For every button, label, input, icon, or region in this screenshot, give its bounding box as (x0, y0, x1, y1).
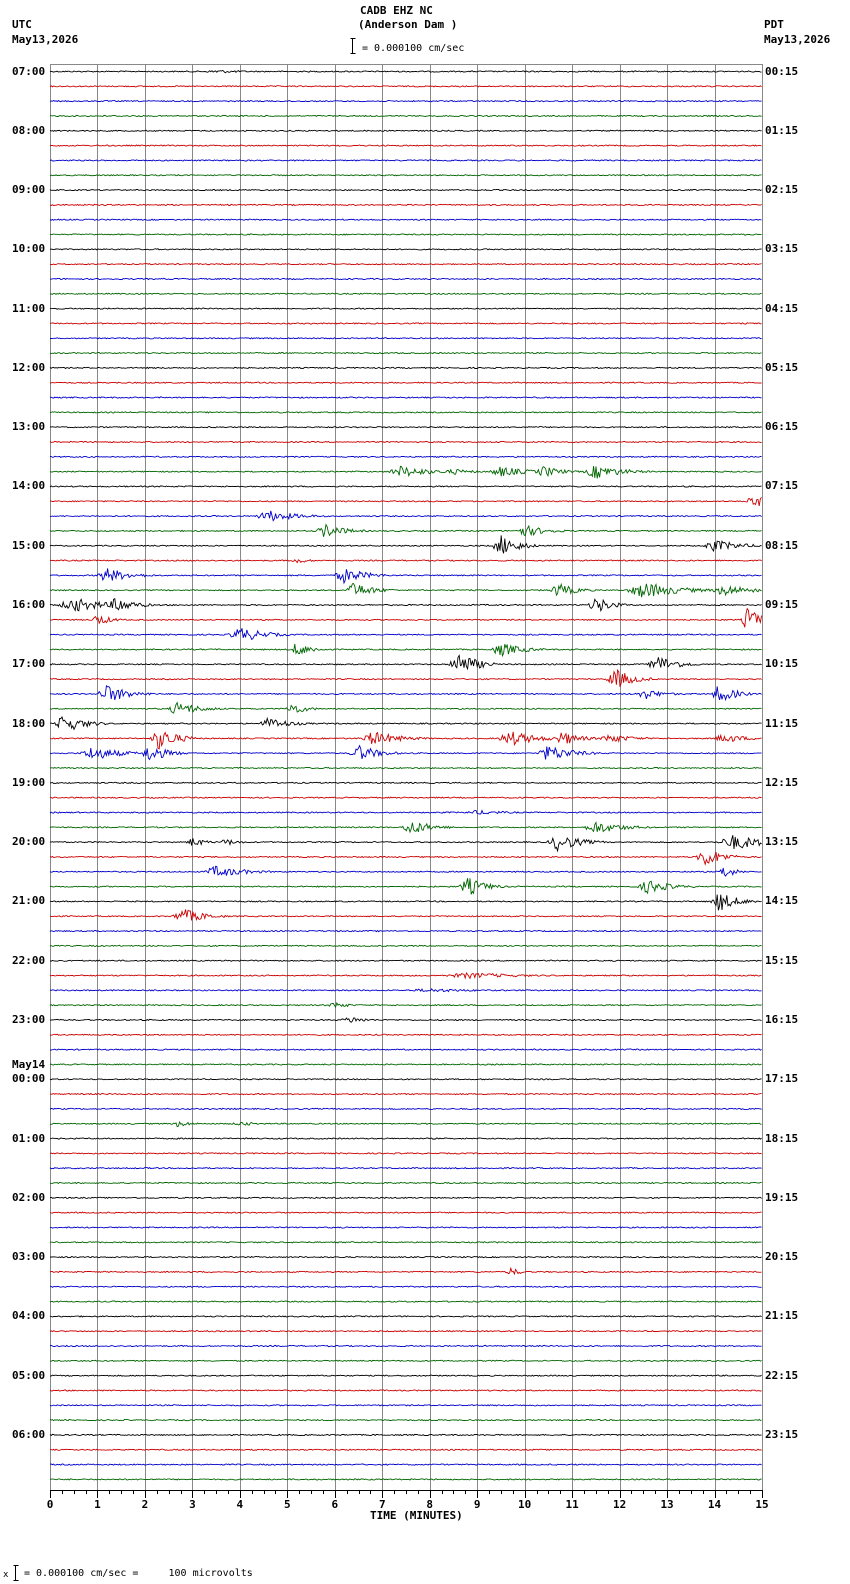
pdt-hour-label: 00:15 (765, 64, 799, 78)
trace-79 (50, 1242, 762, 1243)
trace-77 (50, 1212, 762, 1213)
trace-44 (50, 717, 762, 729)
trace-94 (50, 1464, 762, 1465)
trace-83 (50, 1301, 762, 1302)
trace-81 (50, 1268, 762, 1274)
pdt-hour-label: 12:15 (765, 775, 799, 789)
pdt-hour-label: 21:15 (765, 1309, 799, 1323)
trace-4 (50, 130, 762, 131)
trace-85 (50, 1331, 762, 1332)
trace-6 (50, 160, 762, 161)
trace-53 (50, 852, 762, 864)
trace-25 (50, 441, 762, 442)
x-tick-label-6: 6 (331, 1498, 339, 1511)
trace-23 (50, 412, 762, 413)
footer-calibration: = 0.000100 cm/sec = 100 microvolts (24, 1568, 253, 1579)
trace-11 (50, 234, 762, 235)
x-tick-label-1: 1 (94, 1498, 101, 1511)
trace-26 (50, 456, 762, 457)
trace-93 (50, 1449, 762, 1450)
trace-41 (50, 670, 762, 687)
trace-51 (50, 823, 762, 833)
trace-2 (50, 101, 762, 102)
trace-62 (50, 989, 762, 992)
trace-58 (50, 931, 762, 932)
trace-12 (50, 249, 762, 250)
trace-82 (50, 1286, 762, 1287)
trace-49 (50, 797, 762, 798)
trace-75 (50, 1182, 762, 1183)
trace-13 (50, 264, 762, 265)
pdt-zone-label: PDT (764, 18, 784, 31)
trace-36 (50, 599, 762, 611)
trace-55 (50, 878, 762, 894)
trace-78 (50, 1227, 762, 1228)
x-tick-label-9: 9 (473, 1498, 481, 1511)
trace-71 (50, 1122, 762, 1127)
trace-5 (50, 145, 762, 146)
trace-43 (50, 703, 762, 713)
pdt-hour-label: 13:15 (765, 835, 799, 849)
utc-hour-label: 15:00 (12, 538, 46, 552)
utc-hour-label: 00:00 (12, 1072, 46, 1086)
utc-hour-label: 11:00 (12, 301, 46, 315)
trace-74 (50, 1168, 762, 1169)
pdt-hour-label: 03:15 (765, 242, 799, 256)
x-tick-label-10: 10 (518, 1498, 532, 1511)
x-tick-label-15: 15 (755, 1498, 769, 1511)
trace-45 (50, 732, 762, 749)
utc-hour-label: 08:00 (12, 123, 46, 137)
trace-60 (50, 960, 762, 961)
trace-40 (50, 656, 762, 669)
pdt-hour-label: 01:15 (765, 123, 799, 137)
trace-39 (50, 644, 762, 656)
trace-72 (50, 1138, 762, 1139)
utc-hour-label: 20:00 (12, 835, 46, 849)
x-tick-label-11: 11 (565, 1498, 579, 1511)
trace-88 (50, 1375, 762, 1376)
trace-84 (50, 1316, 762, 1317)
pdt-hour-label: 10:15 (765, 657, 799, 671)
pdt-hour-label: 22:15 (765, 1368, 799, 1382)
trace-35 (50, 584, 762, 598)
trace-59 (50, 945, 762, 946)
trace-95 (50, 1479, 762, 1480)
station-location: (Anderson Dam ) (358, 18, 458, 31)
utc-hour-label: 07:00 (12, 64, 46, 78)
trace-8 (50, 190, 762, 191)
utc-date-change-label: May14 (12, 1058, 46, 1072)
trace-42 (50, 686, 762, 700)
trace-91 (50, 1420, 762, 1421)
trace-30 (50, 511, 762, 521)
pdt-hour-label: 08:15 (765, 538, 799, 552)
x-tick-label-3: 3 (189, 1498, 196, 1511)
trace-48 (50, 782, 762, 783)
x-tick-label-0: 0 (46, 1498, 54, 1511)
trace-22 (50, 397, 762, 398)
x-axis-title: TIME (MINUTES) (370, 1509, 463, 1522)
trace-64 (50, 1018, 762, 1022)
trace-32 (50, 535, 762, 553)
pdt-hour-label: 16:15 (765, 1012, 799, 1026)
utc-hour-label: 17:00 (12, 657, 46, 671)
trace-47 (50, 767, 762, 768)
x-tick-label-4: 4 (236, 1498, 244, 1511)
trace-33 (50, 560, 762, 563)
trace-66 (50, 1049, 762, 1050)
trace-57 (50, 910, 762, 921)
pdt-hour-label: 23:15 (765, 1427, 799, 1441)
trace-28 (50, 486, 762, 487)
trace-80 (50, 1257, 762, 1258)
pdt-hour-label: 19:15 (765, 1190, 799, 1204)
trace-37 (50, 609, 762, 628)
utc-hour-label: 14:00 (12, 479, 46, 493)
trace-lines (50, 70, 762, 1480)
pdt-hour-label: 04:15 (765, 301, 799, 315)
x-tick-label-5: 5 (284, 1498, 291, 1511)
pdt-hour-label: 20:15 (765, 1250, 799, 1264)
utc-hour-label: 01:00 (12, 1131, 46, 1145)
trace-16 (50, 308, 762, 309)
trace-27 (50, 466, 762, 478)
trace-61 (50, 973, 762, 978)
trace-34 (50, 568, 762, 583)
utc-hour-label: 13:00 (12, 420, 46, 434)
trace-15 (50, 293, 762, 294)
pdt-hour-label: 15:15 (765, 953, 799, 967)
utc-hour-label: 19:00 (12, 775, 46, 789)
trace-0 (50, 70, 762, 72)
trace-76 (50, 1197, 762, 1198)
trace-21 (50, 382, 762, 383)
x-tick-label-8: 8 (426, 1498, 434, 1511)
utc-hour-label: 09:00 (12, 183, 46, 197)
utc-hour-label: 10:00 (12, 242, 46, 256)
trace-9 (50, 204, 762, 205)
pdt-hour-label: 17:15 (765, 1072, 799, 1086)
footer-scale-bar-icon (14, 1566, 19, 1581)
pdt-date-label: May13,2026 (764, 33, 831, 46)
trace-38 (50, 628, 762, 639)
x-tick-label-12: 12 (612, 1498, 627, 1511)
utc-hour-label: 03:00 (12, 1250, 46, 1264)
utc-date-label: May13,2026 (12, 33, 79, 46)
pdt-hour-label: 07:15 (765, 479, 799, 493)
time-grid (51, 64, 763, 1491)
trace-87 (50, 1360, 762, 1361)
trace-10 (50, 219, 762, 220)
pdt-hour-label: 02:15 (765, 183, 799, 197)
x-tick-label-2: 2 (141, 1498, 149, 1511)
trace-73 (50, 1153, 762, 1154)
trace-29 (50, 497, 762, 506)
utc-hour-label: 02:00 (12, 1190, 46, 1204)
trace-24 (50, 427, 762, 428)
trace-70 (50, 1108, 762, 1109)
utc-hour-label: 23:00 (12, 1012, 46, 1026)
trace-65 (50, 1034, 762, 1035)
utc-hour-label: 06:00 (12, 1427, 46, 1441)
utc-hour-label: 21:00 (12, 894, 46, 908)
trace-7 (50, 175, 762, 176)
trace-3 (50, 115, 762, 116)
trace-90 (50, 1405, 762, 1406)
pdt-hour-label: 06:15 (765, 420, 799, 434)
trace-67 (50, 1064, 762, 1065)
trace-89 (50, 1390, 762, 1391)
trace-18 (50, 338, 762, 339)
x-tick-label-7: 7 (378, 1498, 386, 1511)
trace-56 (50, 895, 762, 911)
utc-hour-label: 22:00 (12, 953, 46, 967)
pdt-hour-label: 05:15 (765, 360, 799, 374)
station-title: CADB EHZ NC (360, 4, 433, 17)
pdt-hour-label: 18:15 (765, 1131, 799, 1145)
utc-hour-label: 18:00 (12, 716, 46, 730)
trace-19 (50, 353, 762, 354)
pdt-hour-label: 11:15 (765, 716, 799, 730)
utc-hour-label: 16:00 (12, 598, 46, 612)
trace-68 (50, 1079, 762, 1080)
utc-zone-label: UTC (12, 18, 32, 31)
trace-69 (50, 1094, 762, 1095)
scale-bar-icon (351, 39, 356, 54)
scale-text: = 0.000100 cm/sec (362, 43, 465, 54)
utc-hour-label: 12:00 (12, 360, 46, 374)
trace-1 (50, 86, 762, 87)
x-tick-label-13: 13 (660, 1498, 674, 1511)
trace-54 (50, 866, 762, 876)
trace-92 (50, 1434, 762, 1435)
utc-hour-label: 04:00 (12, 1309, 46, 1323)
trace-14 (50, 278, 762, 279)
x-tick-label-14: 14 (707, 1498, 722, 1511)
trace-63 (50, 1003, 762, 1007)
time-axis (47, 1490, 769, 1511)
utc-hour-label: 05:00 (12, 1368, 46, 1382)
trace-50 (50, 810, 762, 814)
trace-86 (50, 1345, 762, 1346)
trace-17 (50, 323, 762, 324)
trace-20 (50, 367, 762, 368)
trace-52 (50, 835, 762, 851)
pdt-hour-label: 14:15 (765, 894, 799, 908)
trace-31 (50, 525, 762, 537)
trace-46 (50, 746, 762, 760)
pdt-hour-label: 09:15 (765, 598, 799, 612)
footer-prefix: x (3, 1570, 9, 1580)
